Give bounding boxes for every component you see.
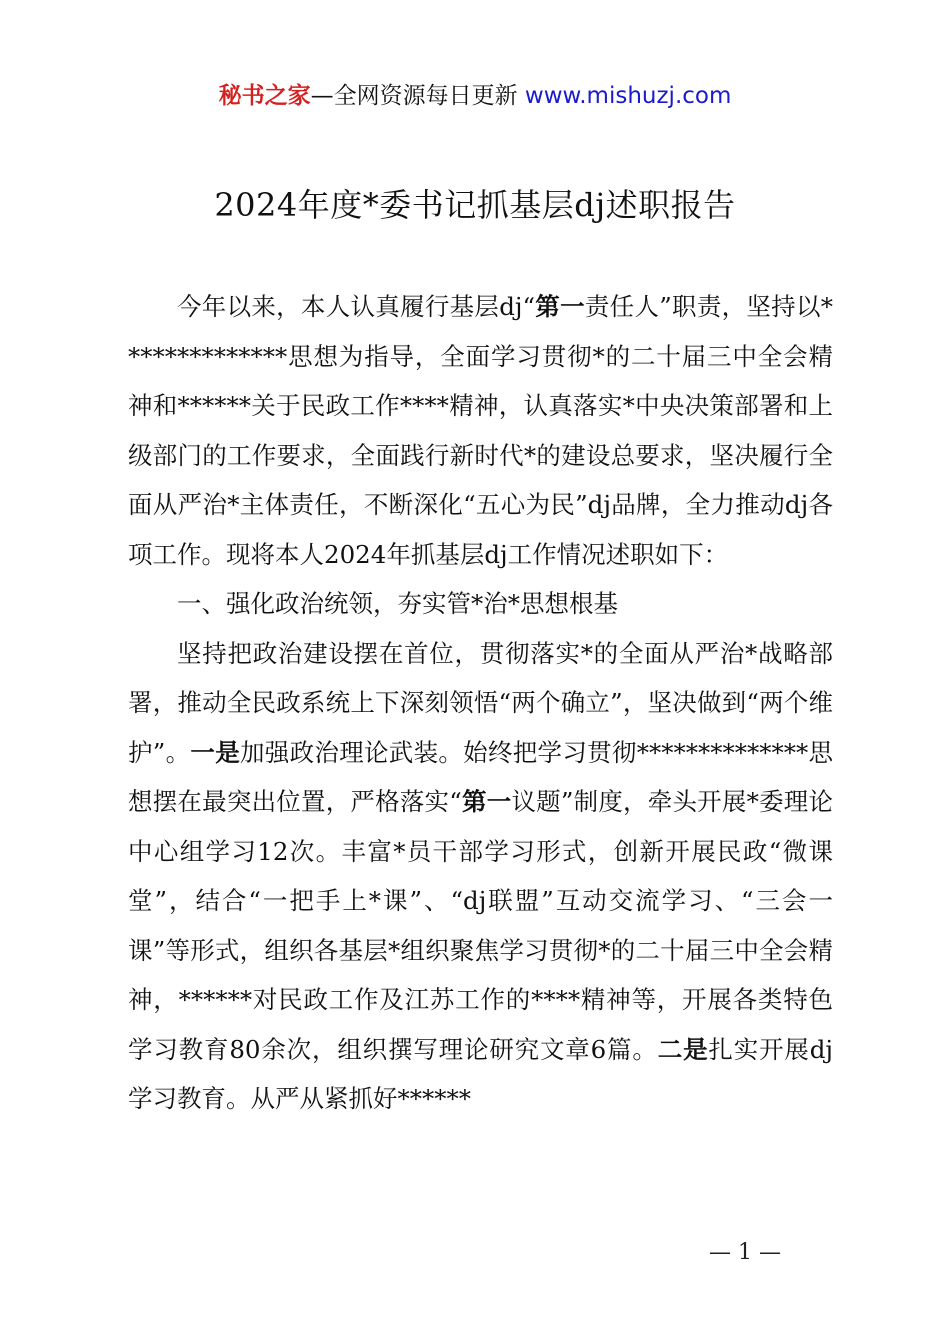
intro-text-1: 今年以来，本人认真履行基层dj“ xyxy=(177,292,536,321)
document-title: 2024年度*委书记抓基层dj述职报告 xyxy=(214,186,736,224)
intro-text-2: 责任人”职责，坚持以**************思想为指导，全面学习贯彻*的二十届三中全会精神和******关于民政工作****精神，认真落实*中央决策部署和上级部门的工作要求，全面践行新时代*的建设总要求，坚决履行全面从严治*主体责任，不断深化“五心为民”dj品牌，全力推动dj各项工作。现将本人2024年抓基层dj工作情况述职如下： xyxy=(128,292,833,569)
site-tagline: —全网资源每日更新 xyxy=(310,83,518,109)
section-1-text-3: 议题”制度，牵头开展*委理论中心组学习12次。丰富*员干部学习形式，创新开展民政“微课堂”，结合“一把手上*课”、“dj联盟”互动交流学习、“三会一课”等形式，组织各基层*组织聚焦学习贯彻*的二十届三中全会精神，******对民政工作及江苏工作的****精神等，开展各类特色学习教育80余次，组织撰写理论研究文章6篇。 xyxy=(128,787,834,1064)
document-body xyxy=(128,282,833,1124)
section-1-bold-1: 一是 xyxy=(190,737,241,767)
section-1-paragraph xyxy=(128,629,833,1124)
intro-bold-1: 第一 xyxy=(535,292,585,321)
section-1-text-1: 坚持把政治建设摆在首位，贯彻落实*的全面从严治*战略部署，推动全民政系统上下深刻领悟“两个确立”，坚决做到“两个维护”。 xyxy=(128,638,833,767)
section-1-heading: 一、强化政治统领，夯实管*治*思想根基 xyxy=(177,589,618,618)
section-1-text-4: 扎实开展dj学习教育。从严从紧抓好****** xyxy=(128,1034,834,1113)
site-brand: 秘书之家 xyxy=(218,83,311,109)
section-1-bold-2: 第一 xyxy=(461,787,512,816)
site-url-link[interactable]: www.mishuzj.com xyxy=(524,83,732,109)
page-number: — 1 — xyxy=(709,1240,781,1265)
intro-paragraph xyxy=(128,282,833,579)
section-1-bold-3: 二是 xyxy=(657,1034,709,1064)
section-1-text-2: 加强政治理论武装。始终把学习贯彻**************思想摆在最突出位置，严格落实“ xyxy=(128,737,834,816)
site-header xyxy=(0,78,950,114)
